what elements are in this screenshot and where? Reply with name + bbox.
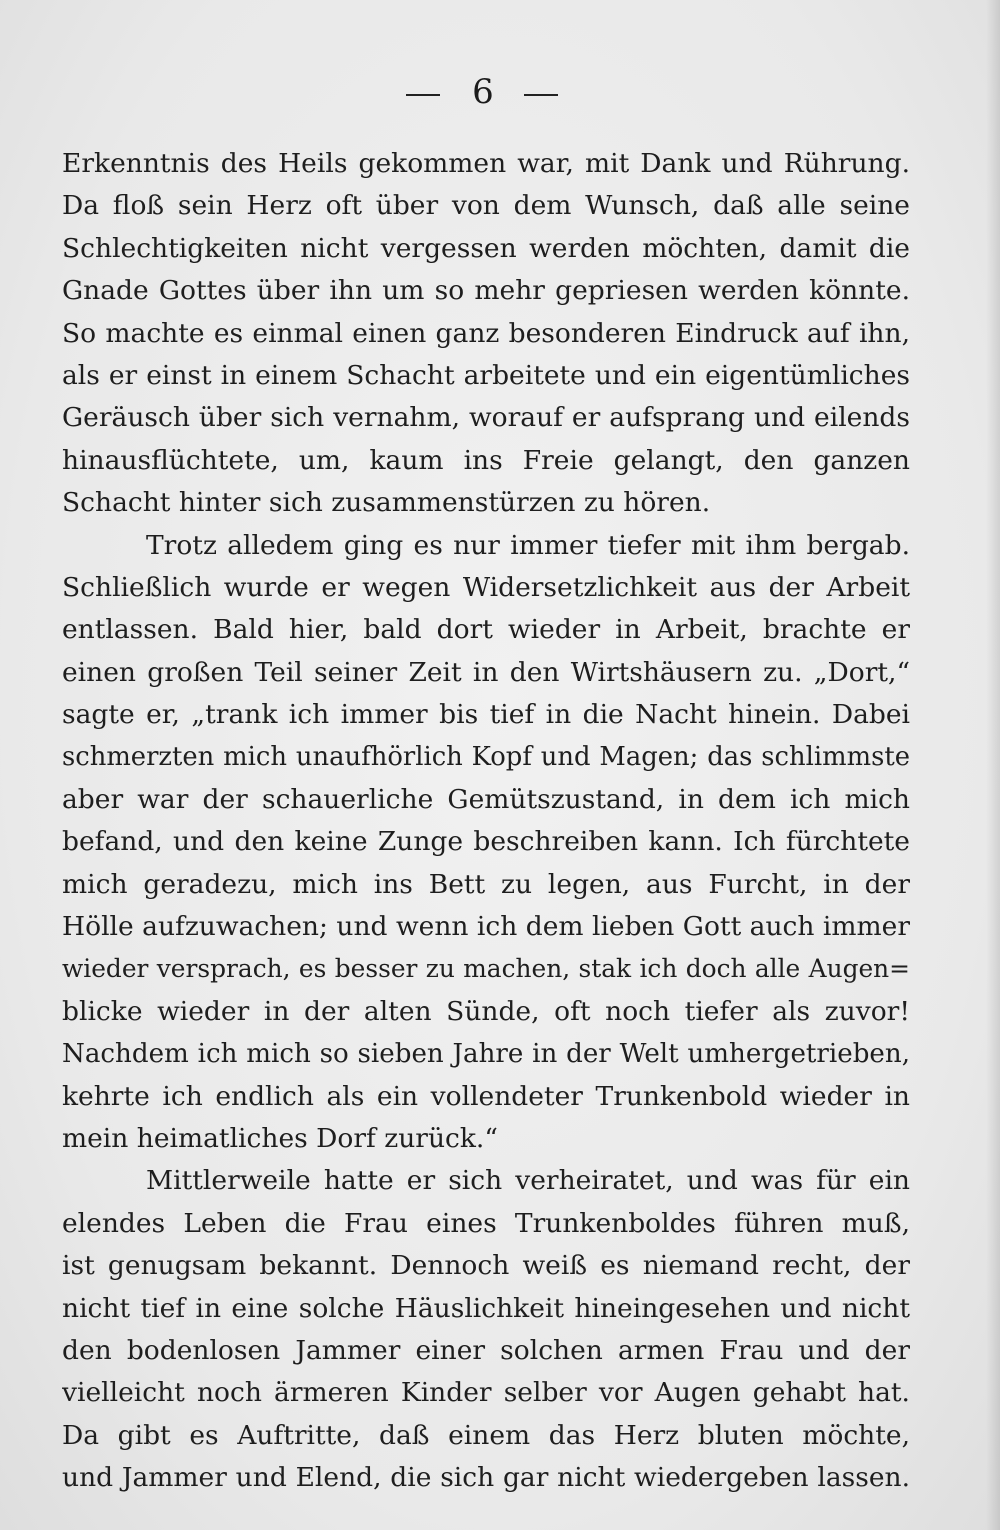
text-line: elendes Leben die Frau eines Trunkenboldes führen muß, (62, 1207, 910, 1239)
page-number: 6 (472, 72, 494, 112)
text-line: aber war der schauerliche Gemütszustand, in dem ich mich (62, 783, 910, 815)
text-line: Geräusch über sich vernahm, worauf er aufsprang und eilends (62, 402, 910, 434)
page-number-dash-right (524, 94, 558, 96)
text-line: Erkenntnis des Heils gekommen war, mit Dank und Rührung. (62, 148, 910, 179)
text-line: nicht tief in eine solche Häuslichkeit hineingesehen und nicht (62, 1292, 910, 1324)
text-line: Hölle aufzuwachen; und wenn ich dem lieben Gott auch immer (62, 911, 910, 943)
text-line: und Jammer und Elend, die sich gar nicht wiedergeben lassen. (62, 1462, 910, 1494)
text-line: einen großen Teil seiner Zeit in den Wirtshäusern zu. „Dort,“ (62, 656, 910, 688)
text-line: Nachdem ich mich so sieben Jahre in der Welt umhergetrieben, (62, 1039, 910, 1070)
text-line: wieder versprach, es besser zu machen, stak ich doch alle Augen= (62, 954, 910, 984)
paragraph (62, 1160, 910, 1499)
text-line: befand, und den keine Zunge beschreiben kann. Ich fürchtete (62, 826, 910, 858)
text-line: Mittlerweile hatte er sich verheiratet, und was für ein (146, 1165, 910, 1197)
text-line: Da gibt es Auftritte, daß einem das Herz bluten möchte, (62, 1419, 910, 1451)
text-line: kehrte ich endlich als ein vollendeter Trunkenbold wieder in (62, 1080, 910, 1112)
text-line: hinausflüchtete, um, kaum ins Freie gelangt, den ganzen (62, 444, 910, 476)
text-line: ist genugsam bekannt. Dennoch weiß es niemand recht, der (62, 1250, 910, 1282)
text-line: So machte es einmal einen ganz besonderen Eindruck auf ihn, (62, 317, 910, 349)
text-line: Schlechtigkeiten nicht vergessen werden möchten, damit die (62, 232, 910, 264)
text-line: mich geradezu, mich ins Bett zu legen, aus Furcht, in der (62, 868, 910, 900)
text-line: entlassen. Bald hier, bald dort wieder in Arbeit, brachte er (62, 614, 910, 646)
text-line: den bodenlosen Jammer einer solchen armen Frau und der (62, 1334, 910, 1366)
text-line: Schacht hinter sich zusammenstürzen zu hören. (62, 487, 711, 519)
text-line: Trotz alledem ging es nur immer tiefer mit ihm bergab. (146, 529, 910, 561)
text-line: blicke wieder in der alten Sünde, oft noch tiefer als zuvor! (62, 995, 910, 1027)
text-line: vielleicht noch ärmeren Kinder selber vor Augen gehabt hat. (62, 1377, 910, 1409)
text-line: mein heimatliches Dorf zurück.“ (62, 1122, 498, 1154)
page-number-dash-left (406, 94, 440, 96)
paragraph (62, 525, 910, 1161)
text-line: als er einst in einem Schacht arbeitete und ein eigentümliches (62, 359, 910, 391)
text-line: Schließlich wurde er wegen Widersetzlichkeit aus der Arbeit (62, 571, 910, 603)
text-line: Gnade Gottes über ihn um so mehr gepriesen werden könnte. (62, 275, 910, 307)
paragraph (62, 143, 910, 525)
body-text (62, 143, 910, 1500)
page-header (0, 72, 1000, 122)
page-edge-shadow (986, 0, 1000, 1530)
text-line: Da floß sein Herz oft über von dem Wunsch, daß alle seine (62, 190, 910, 222)
text-line: schmerzten mich unaufhörlich Kopf und Magen; das schlimmste (62, 742, 910, 773)
text-line: sagte er, „trank ich immer bis tief in die Nacht hinein. Dabei (62, 699, 910, 731)
